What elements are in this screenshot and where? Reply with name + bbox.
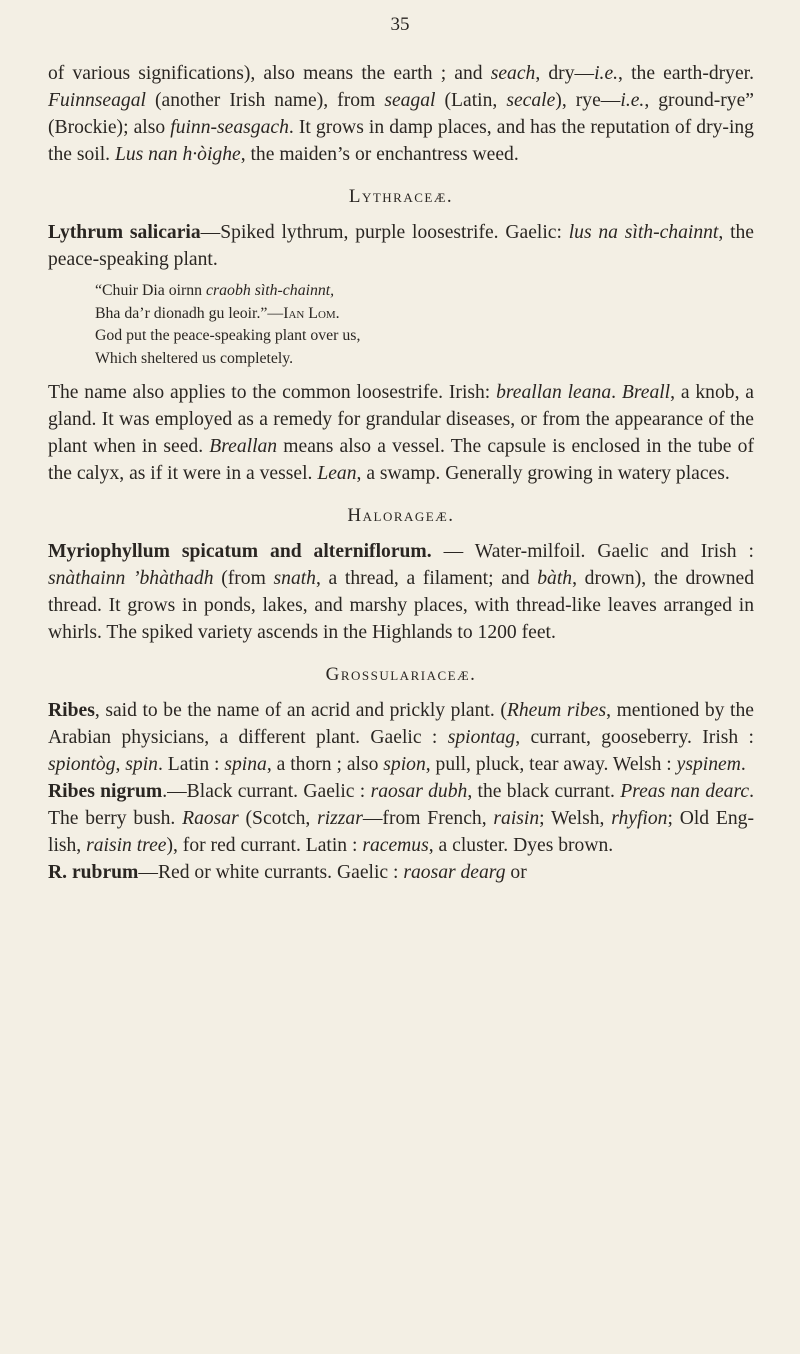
verse-translation-line: God put the peace-speaking plant over us, bbox=[95, 327, 361, 344]
abbreviation: i.e. bbox=[620, 90, 645, 111]
text: . bbox=[611, 382, 622, 403]
paragraph-myriophyllum bbox=[48, 538, 754, 646]
text: , the earth-dryer. bbox=[618, 63, 755, 84]
species-name: R. rubrum bbox=[48, 862, 139, 883]
english-term: raisin tree bbox=[86, 835, 167, 856]
section-heading-lythraceae: Lythraceæ. bbox=[348, 186, 454, 207]
text: —Spiked lythrum, purple loosestrife. Gaelic: bbox=[200, 222, 569, 243]
text: . bbox=[740, 754, 746, 775]
page-number: 35 bbox=[390, 14, 410, 35]
text: (Latin, bbox=[435, 90, 507, 111]
irish-term: breallan leana bbox=[496, 382, 612, 403]
text: , bbox=[115, 754, 126, 775]
text: , a thread, a filament; and bbox=[315, 568, 538, 589]
species-name: Lythrum salicaria bbox=[48, 222, 201, 243]
page-body bbox=[48, 60, 754, 886]
text: , the black currant. bbox=[467, 781, 621, 802]
text: , a swamp. Generally growing in watery places. bbox=[356, 463, 730, 484]
verse-quotation bbox=[95, 280, 754, 370]
verse-line bbox=[95, 303, 754, 326]
text: . Latin : bbox=[157, 754, 225, 775]
text: , a cluster. Dyes brown. bbox=[428, 835, 614, 856]
latin-term: spina bbox=[224, 754, 267, 775]
welsh-term: rhyfion bbox=[611, 808, 668, 829]
gaelic-term: fuinn-seasgach bbox=[170, 117, 289, 138]
text: ; Welsh, bbox=[539, 808, 612, 829]
text: ), rye— bbox=[555, 90, 621, 111]
irish-term: spiontòg bbox=[48, 754, 116, 775]
text: . The berry bush. bbox=[48, 781, 754, 829]
text: , a knob, a gland. It was employed as a remedy for grandular diseases, or from the appearance of the plant when in seed. bbox=[48, 382, 755, 457]
text: —from French, bbox=[362, 808, 494, 829]
text: ; Old Eng-lish, bbox=[48, 808, 754, 856]
text: , mentioned by the Arabian physicians, a different plant. Gaelic : bbox=[48, 700, 754, 748]
abbreviation: i.e. bbox=[594, 63, 619, 84]
gaelic-term: Fuinnseagal bbox=[48, 90, 146, 111]
latin-term: secale bbox=[506, 90, 556, 111]
latin-term: spion bbox=[383, 754, 426, 775]
gaelic-term: raosar dubh bbox=[370, 781, 468, 802]
irish-term: Breall bbox=[621, 382, 671, 403]
section-heading-grossulariaceae: Grossulariaceæ. bbox=[325, 664, 477, 685]
welsh-term: yspinem bbox=[676, 754, 741, 775]
species-name: Ribes nigrum bbox=[48, 781, 163, 802]
text: , the maiden’s or enchantress weed. bbox=[240, 144, 519, 165]
species-name: Myriophyllum spicatum and alterniflorum. bbox=[48, 541, 432, 562]
paragraph-breallan bbox=[48, 379, 754, 487]
text: The name also applies to the common loosestrife. Irish: bbox=[48, 382, 497, 403]
scots-term: rizzar bbox=[317, 808, 363, 829]
text: , dry— bbox=[535, 63, 595, 84]
text: , a thorn ; also bbox=[266, 754, 384, 775]
paragraph-ribes-nigrum bbox=[48, 778, 754, 859]
text: — Water-milfoil. Gaelic and Irish : bbox=[431, 541, 754, 562]
gaelic-term: lus na sìth-chainnt bbox=[568, 222, 719, 243]
paragraph-ribes bbox=[48, 697, 754, 778]
gaelic-term: seach bbox=[490, 63, 536, 84]
text: . It grows in damp places, and has the reputation of dry-ing the soil. bbox=[48, 117, 754, 165]
text: , said to be the name of an acrid and prickly plant. ( bbox=[94, 700, 507, 721]
paragraph-lythrum bbox=[48, 219, 754, 273]
text: (from bbox=[213, 568, 274, 589]
text: means also a vessel. The capsule is enclosed in the tube of the calyx, as if it were in a vessel. bbox=[48, 436, 754, 484]
verse-line bbox=[95, 280, 754, 303]
gaelic-term: Preas nan dearc bbox=[620, 781, 750, 802]
text: ), for red currant. Latin : bbox=[166, 835, 363, 856]
paragraph-ribes-rubrum bbox=[48, 859, 754, 886]
gaelic-term: bàth bbox=[537, 568, 573, 589]
gaelic-term: Lus nan h·òighe bbox=[114, 144, 241, 165]
text: or bbox=[505, 862, 527, 883]
gaelic-term: snàthainn ’bhàthadh bbox=[48, 568, 214, 589]
gaelic-term: craobh sìth-chainnt, bbox=[206, 282, 335, 299]
text: “Chuir Dia oirnn bbox=[95, 282, 206, 299]
text: (another Irish name), from bbox=[145, 90, 385, 111]
verse-translation-line: Which sheltered us completely. bbox=[95, 349, 294, 367]
text: , currant, gooseberry. Irish : bbox=[515, 727, 754, 748]
text: —Red or white currants. Gaelic : bbox=[138, 862, 404, 883]
section-heading-halorageae: Halorageæ. bbox=[347, 505, 455, 526]
gaelic-term: raosar dearg bbox=[403, 862, 506, 883]
french-term: raisin bbox=[493, 808, 540, 829]
species-name: Ribes bbox=[48, 700, 95, 721]
text: , pull, pluck, tear away. Welsh : bbox=[425, 754, 677, 775]
irish-term: Breallan bbox=[209, 436, 278, 457]
text: , the peace-speaking plant. bbox=[48, 222, 754, 270]
text: , drown), the drowned thread. It grows in ponds, lakes, and marshy places, with thread-like leaves arranged in whirls. The spiked variety ascends in the Highlands to 1200 feet. bbox=[48, 568, 754, 643]
irish-term: Lean bbox=[317, 463, 357, 484]
text: , ground-rye” (Brockie); also bbox=[48, 90, 754, 138]
gaelic-term: spiontag bbox=[447, 727, 516, 748]
text: Bha da’r dionadh gu leoir.”— bbox=[95, 304, 284, 322]
verse-attribution: Ian Lom. bbox=[283, 304, 340, 322]
text: (Scotch, bbox=[238, 808, 318, 829]
text: of various significations), also means the earth ; and bbox=[48, 63, 491, 84]
latin-term: racemus bbox=[362, 835, 429, 856]
gaelic-term: snath bbox=[273, 568, 316, 589]
irish-term: spin bbox=[125, 754, 158, 775]
text: .—Black currant. Gaelic : bbox=[162, 781, 371, 802]
paragraph-fuinnseagal bbox=[48, 60, 754, 168]
gaelic-term: Raosar bbox=[182, 808, 239, 829]
latin-term: Rheum ribes bbox=[506, 700, 607, 721]
latin-term: seagal bbox=[384, 90, 436, 111]
